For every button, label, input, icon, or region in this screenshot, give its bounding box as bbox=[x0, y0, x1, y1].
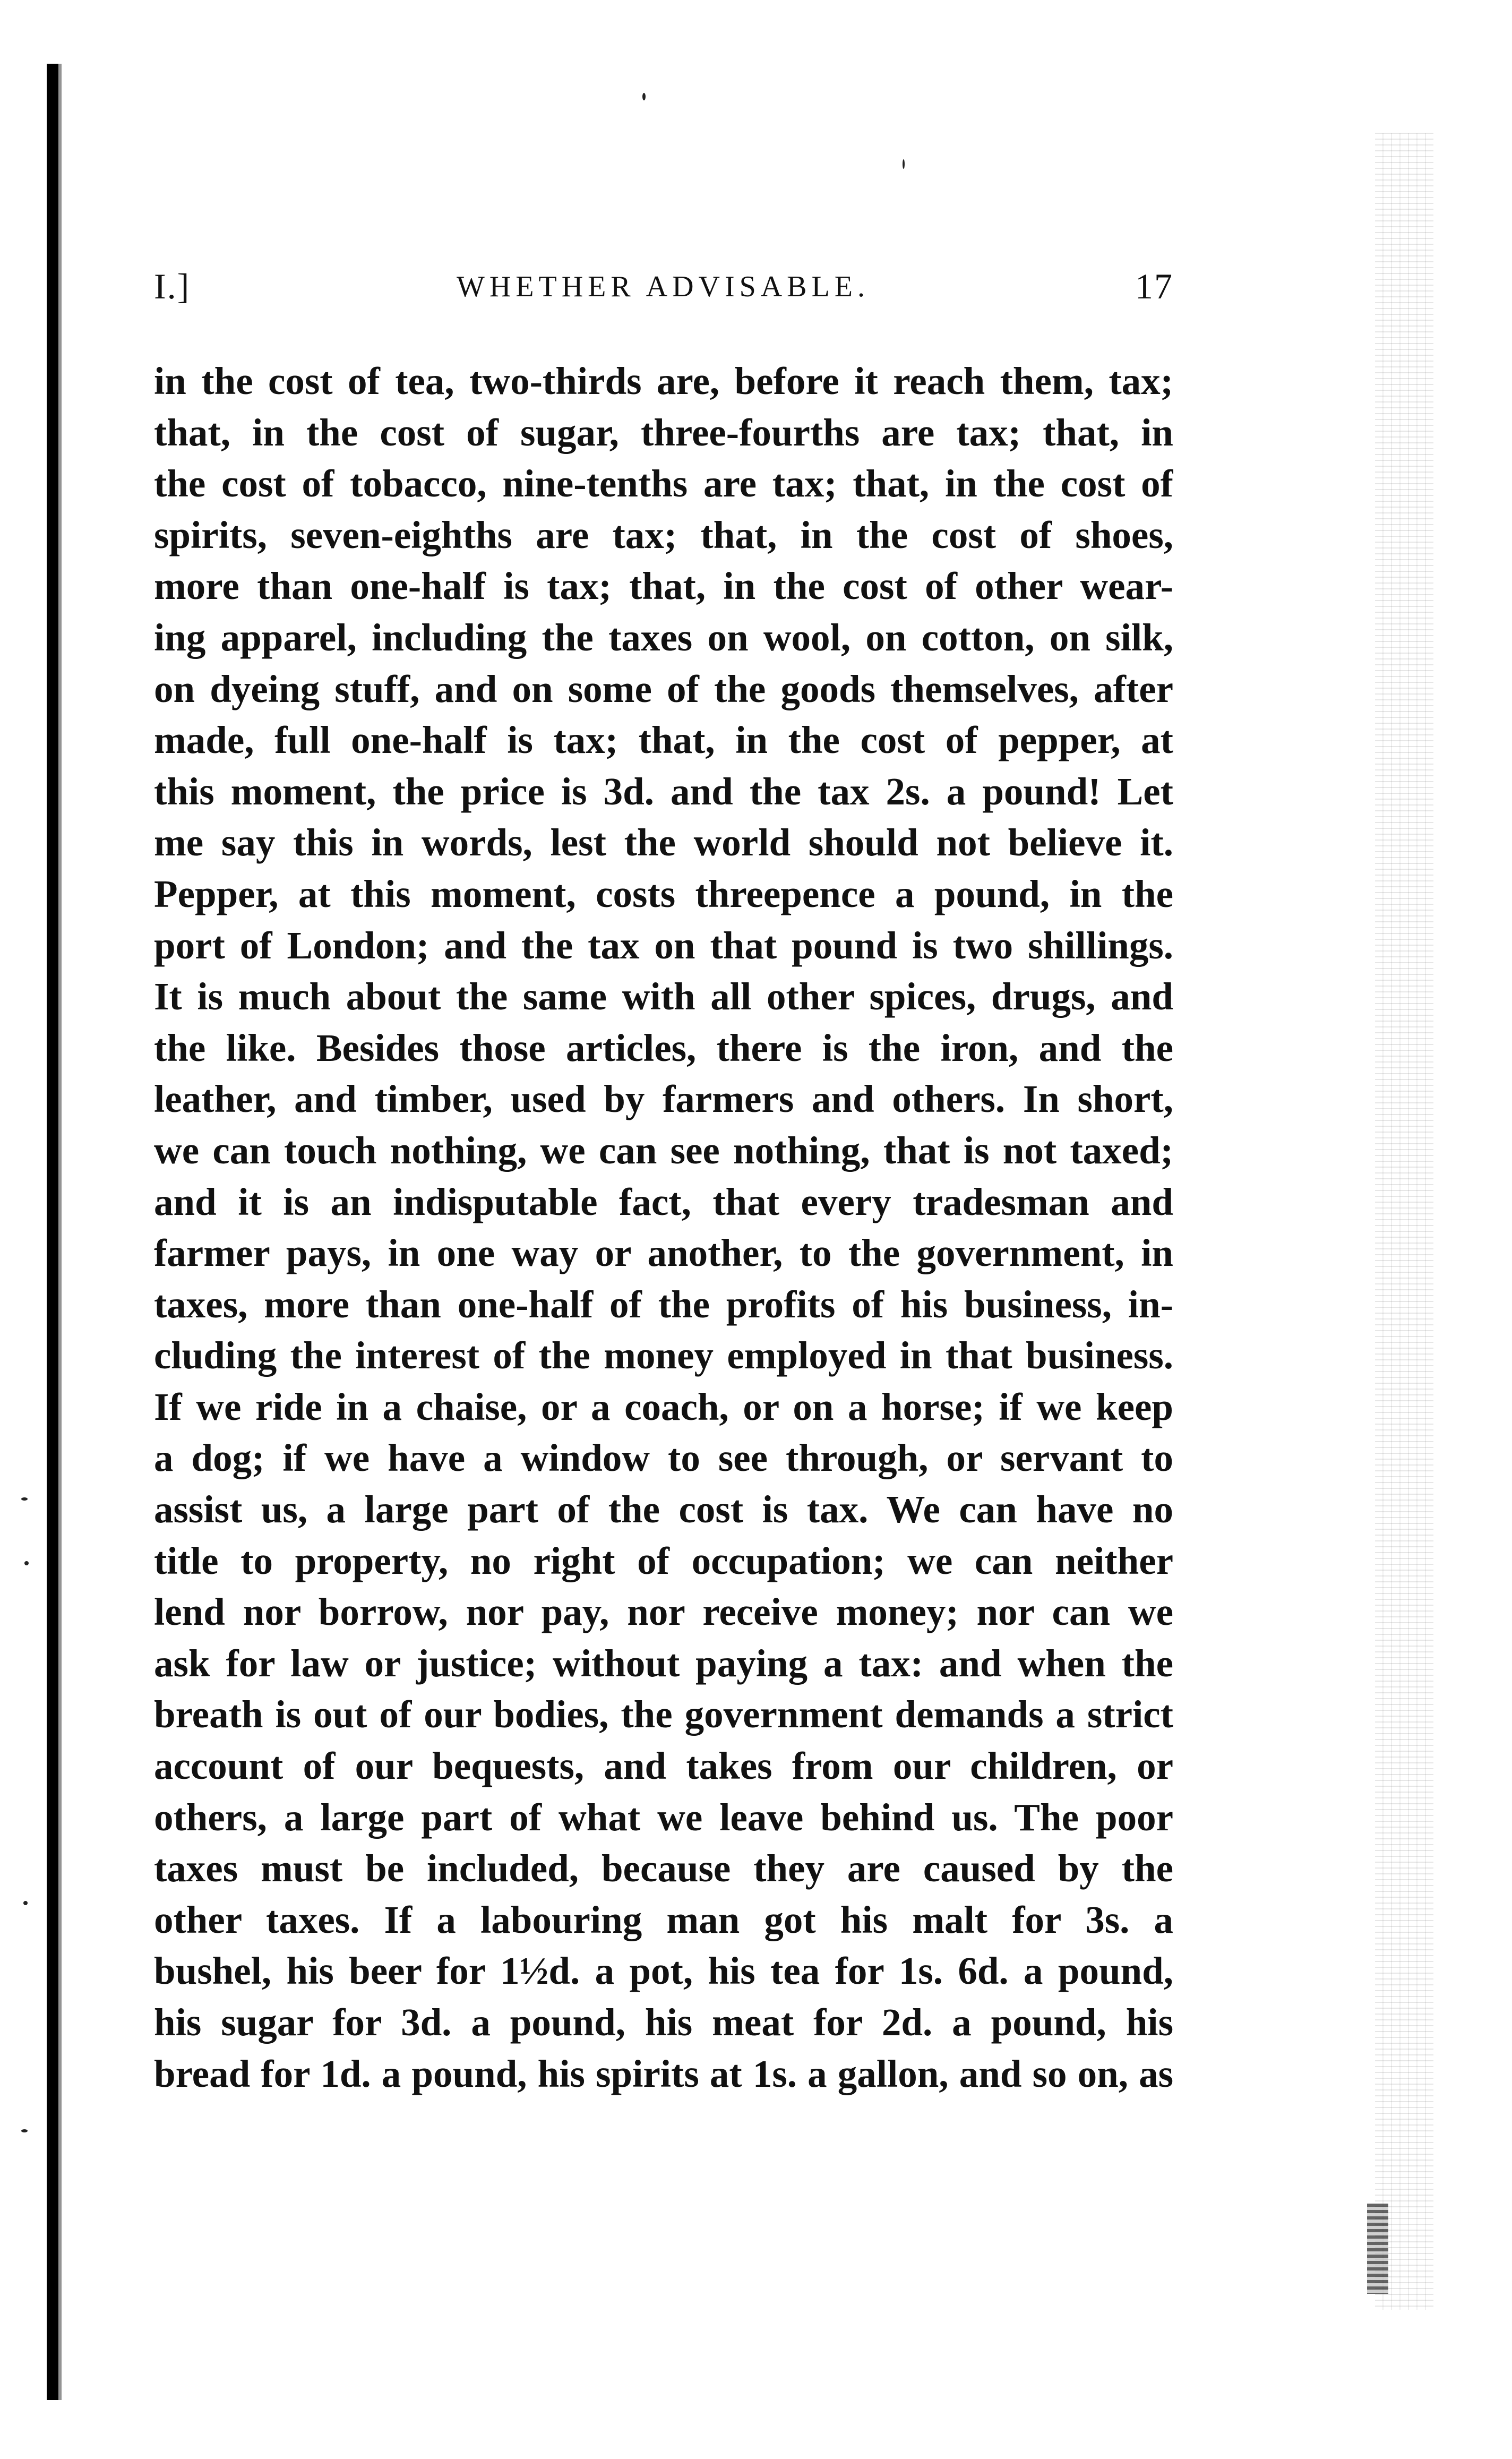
page-edge-mark bbox=[1367, 2204, 1388, 2294]
text-line: leather, and timber, used by farmers and others. In short, bbox=[154, 1077, 1173, 1121]
text-line: bushel, his beer for 1½d. a pot, his tea for 1s. 6d. a pound, bbox=[154, 1949, 1173, 1993]
text-line: that, in the cost of sugar, three-fourths are tax; that, in bbox=[154, 410, 1173, 454]
text-line: It is much about the same with all other spices, drugs, and bbox=[154, 975, 1173, 1018]
text-line: his sugar for 3d. a pound, his meat for 2d. a pound, his bbox=[154, 2001, 1173, 2044]
body-text bbox=[154, 356, 1173, 2100]
binding-edge bbox=[47, 64, 58, 2400]
running-head bbox=[154, 265, 1173, 313]
text-line: farmer pays, in one way or another, to the government, in bbox=[154, 1231, 1173, 1275]
text-line: port of London; and the tax on that pound is two shillings. bbox=[154, 923, 1173, 967]
text-line: this moment, the price is 3d. and the tax 2s. a pound! Let bbox=[154, 769, 1173, 813]
ink-speck bbox=[23, 1901, 28, 1905]
page-number: 17 bbox=[1135, 266, 1173, 306]
binding-shadow bbox=[58, 64, 62, 2400]
ink-speck bbox=[21, 2129, 28, 2132]
text-line: the like. Besides those articles, there is the iron, and the bbox=[154, 1026, 1173, 1069]
running-title: WHETHER ADVISABLE. bbox=[457, 270, 870, 303]
text-line: in the cost of tea, two-thirds are, before it reach them, tax; bbox=[154, 359, 1173, 402]
text-line: bread for 1d. a pound, his spirits at 1s. a gallon, and so on, as bbox=[154, 2052, 1173, 2095]
text-line: spirits, seven-eighths are tax; that, in the cost of shoes, bbox=[154, 513, 1173, 556]
page-edge-bleed bbox=[1375, 133, 1433, 2310]
ink-speck bbox=[903, 159, 905, 169]
text-line: me say this in words, lest the world should not believe it. bbox=[154, 821, 1173, 864]
ink-speck bbox=[21, 1497, 28, 1501]
text-line: made, full one-half is tax; that, in the cost of pepper, at bbox=[154, 718, 1173, 762]
text-line: others, a large part of what we leave behind us. The poor bbox=[154, 1795, 1173, 1839]
text-line: taxes must be included, because they are caused by the bbox=[154, 1847, 1173, 1890]
text-line: account of our bequests, and takes from our children, or bbox=[154, 1744, 1173, 1788]
text-line: taxes, more than one-half of the profits of his business, in- bbox=[154, 1282, 1173, 1326]
text-line: If we ride in a chaise, or a coach, or on a horse; if we keep bbox=[154, 1385, 1173, 1428]
text-line: more than one-half is tax; that, in the cost of other wear- bbox=[154, 564, 1173, 608]
section-number: I.] bbox=[154, 266, 191, 306]
text-line: other taxes. If a labouring man got his malt for 3s. a bbox=[154, 1898, 1173, 1941]
text-line: the cost of tobacco, nine-tenths are tax; that, in the cost of bbox=[154, 462, 1173, 505]
text-line: assist us, a large part of the cost is tax. We can have no bbox=[154, 1488, 1173, 1531]
text-line: cluding the interest of the money employed in that business. bbox=[154, 1334, 1173, 1377]
text-line: breath is out of our bodies, the government demands a strict bbox=[154, 1693, 1173, 1736]
text-line: a dog; if we have a window to see through, or servant to bbox=[154, 1436, 1173, 1480]
text-line: title to property, no right of occupation; we can neither bbox=[154, 1539, 1173, 1582]
text-line: ask for law or justice; without paying a tax: and when the bbox=[154, 1641, 1173, 1685]
ink-speck bbox=[642, 93, 646, 100]
text-line: we can touch nothing, we can see nothing, that is not taxed; bbox=[154, 1128, 1173, 1172]
text-line: Pepper, at this moment, costs threepence a pound, in the bbox=[154, 872, 1173, 915]
ink-speck bbox=[24, 1561, 29, 1565]
text-line: lend nor borrow, nor pay, nor receive money; nor can we bbox=[154, 1590, 1173, 1634]
text-line: and it is an indisputable fact, that every tradesman and bbox=[154, 1180, 1173, 1223]
text-line: ing apparel, including the taxes on wool, on cotton, on silk, bbox=[154, 615, 1173, 659]
text-line: on dyeing stuff, and on some of the goods themselves, after bbox=[154, 667, 1173, 710]
